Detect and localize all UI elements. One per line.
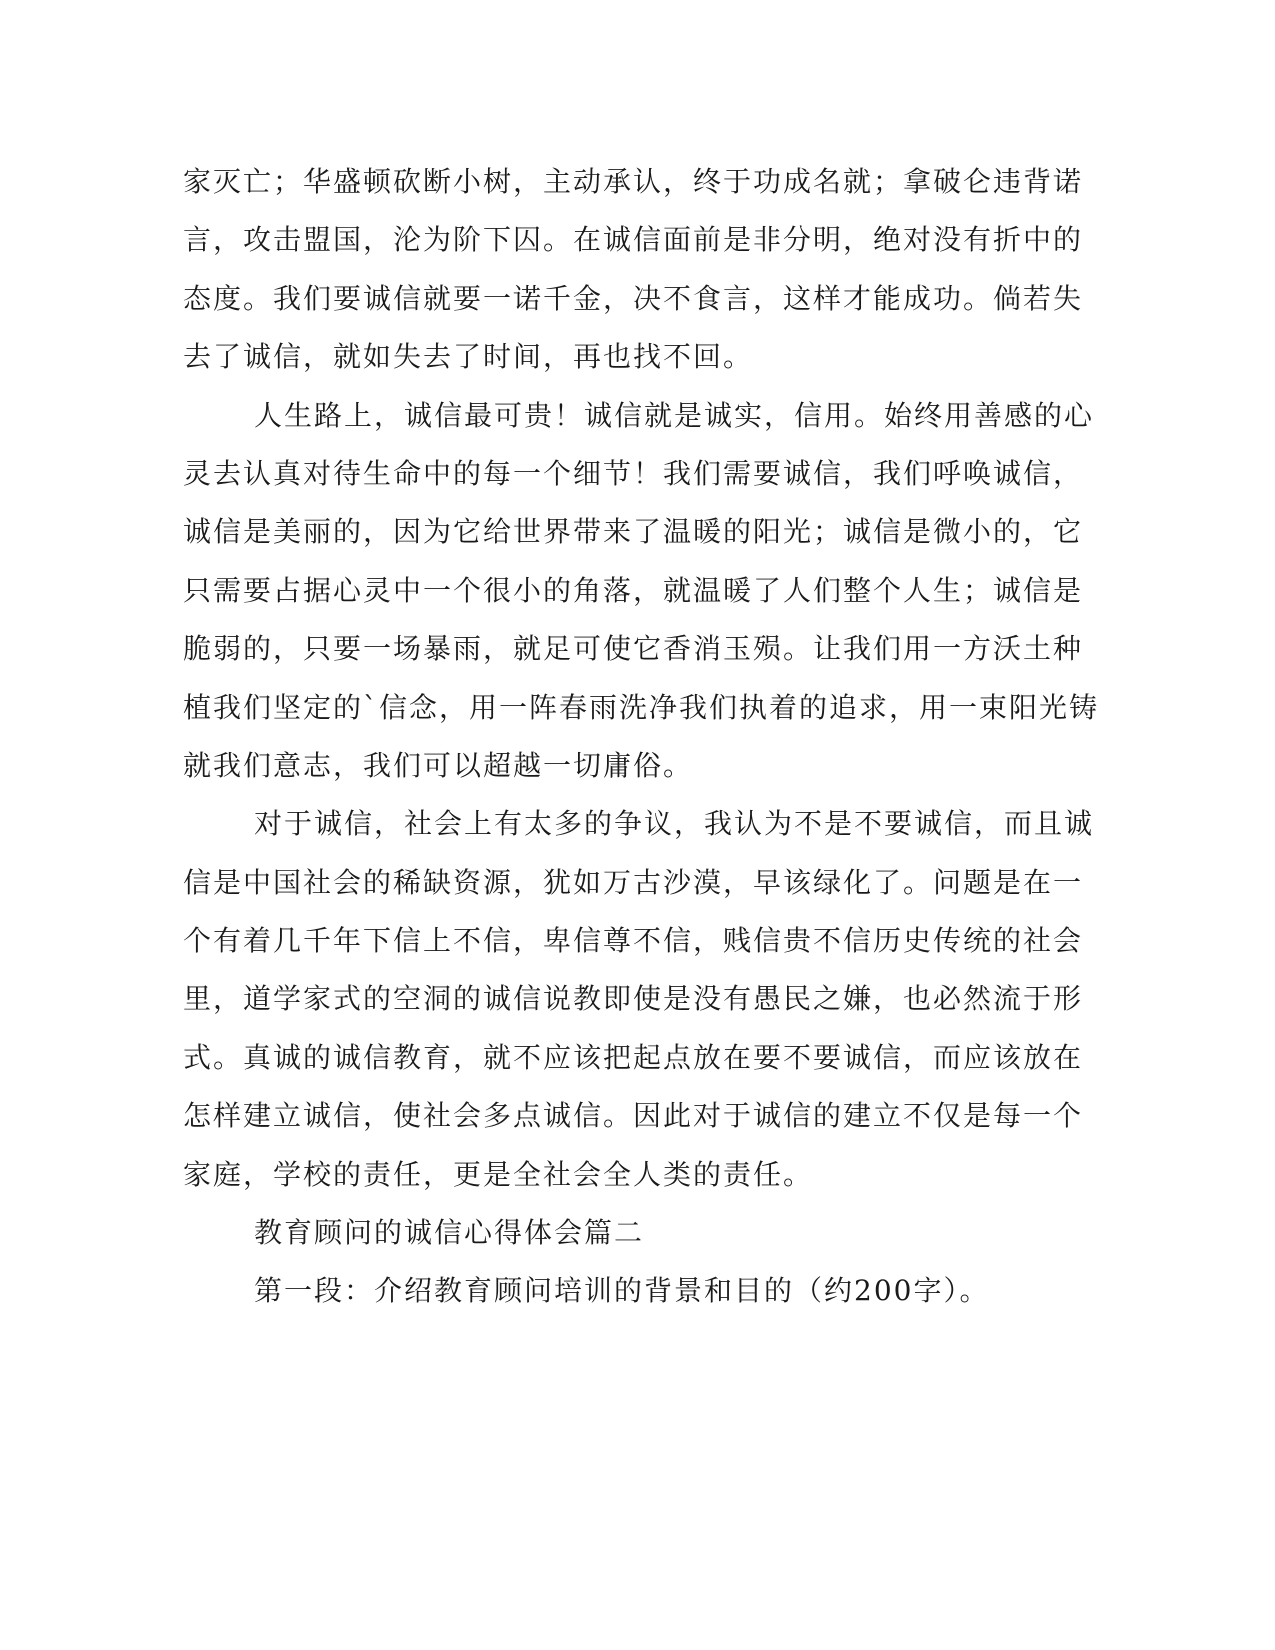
text-line: 个有着几千年下信上不信，卑信尊不信，贱信贵不信历史传统的社会: [183, 924, 1084, 958]
text-line: 就我们意志，我们可以超越一切庸俗。: [183, 748, 694, 782]
section-first-line: 第一段：介绍教育顾问培训的背景和目的（约200字）。: [254, 1274, 990, 1308]
text-line: 植我们坚定的`信念，用一阵春雨洗净我们执着的追求，用一束阳光铸: [183, 690, 1100, 724]
text-line: 灵去认真对待生命中的每一个细节！我们需要诚信，我们呼唤诚信，: [183, 456, 1084, 490]
document-body: [183, 157, 1100, 1325]
text-line: 人生路上，诚信最可贵！诚信就是诚实，信用。始终用善感的心: [254, 398, 1095, 432]
section-title: 教育顾问的诚信心得体会篇二: [254, 1216, 645, 1250]
text-line: 脆弱的，只要一场暴雨，就足可使它香消玉殒。让我们用一方沃土种: [183, 632, 1084, 666]
paragraph-integrity-precious: [183, 391, 1100, 800]
paragraph-continuation: [183, 157, 1084, 391]
paragraph-integrity-society: [183, 799, 1095, 1208]
text-line: 信是中国社会的稀缺资源，犹如万古沙漠，早该绿化了。问题是在一: [183, 865, 1084, 899]
text-line: 只需要占据心灵中一个很小的角落，就温暖了人们整个人生；诚信是: [183, 573, 1084, 607]
text-line: 去了诚信，就如失去了时间，再也找不回。: [183, 340, 754, 374]
text-line: 里，道学家式的空洞的诚信说教即使是没有愚民之嫌，也必然流于形: [183, 982, 1084, 1016]
text-line: 家庭，学校的责任，更是全社会全人类的责任。: [183, 1157, 814, 1191]
text-line: 怎样建立诚信，使社会多点诚信。因此对于诚信的建立不仅是每一个: [183, 1099, 1084, 1133]
text-line: 态度。我们要诚信就要一诺千金，决不食言，这样才能成功。倘若失: [183, 281, 1084, 315]
text-line: 式。真诚的诚信教育，就不应该把起点放在要不要诚信，而应该放在: [183, 1040, 1084, 1074]
text-line: 家灭亡；华盛顿砍断小树，主动承认，终于功成名就；拿破仑违背诺: [183, 165, 1084, 198]
text-line: 诚信是美丽的，因为它给世界带来了温暖的阳光；诚信是微小的，它: [183, 515, 1084, 549]
text-line: 对于诚信，社会上有太多的争议，我认为不是不要诚信，而且诚: [254, 807, 1095, 841]
text-line: 言，攻击盟国，沦为阶下囚。在诚信面前是非分明，绝对没有折中的: [183, 223, 1084, 257]
